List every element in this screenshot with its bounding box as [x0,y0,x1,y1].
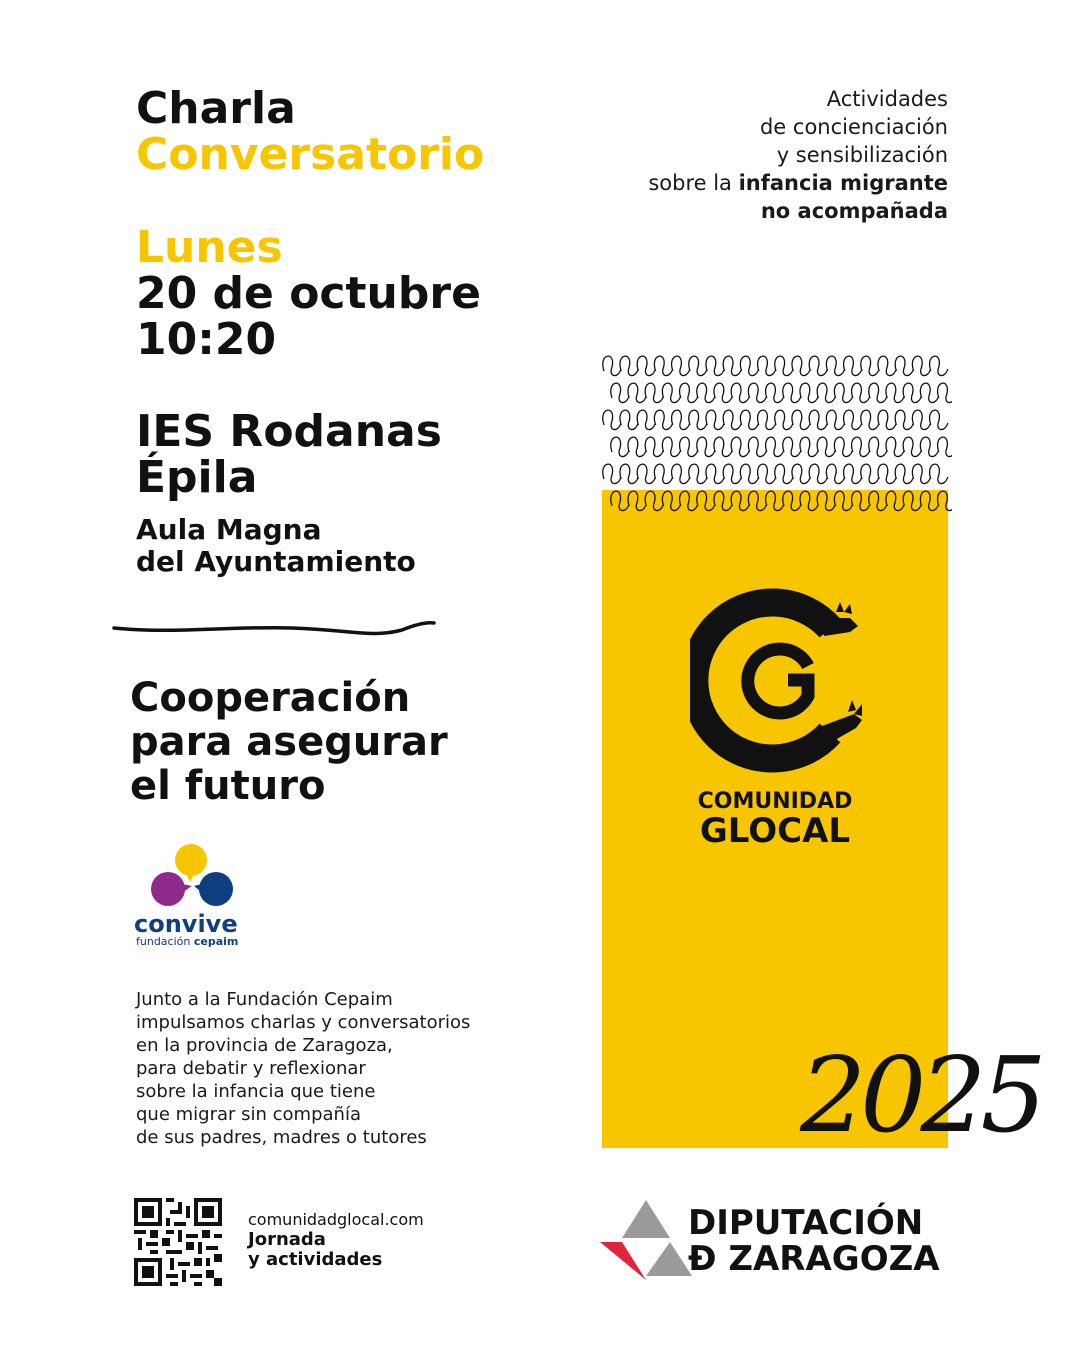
convive-subtitle [136,936,238,948]
event-date: 20 de octubre [136,268,481,319]
convive-sub-prefix: fundación [136,935,191,948]
qr-code-icon[interactable] [134,1198,222,1286]
glocal-logo-mark [690,588,870,773]
jornada-link-line1[interactable]: Jornada [248,1229,326,1250]
description-line: Junto a la Fundación Cepaim [136,989,393,1010]
tagline [528,85,948,225]
tagline-line4-bold: infancia migrante [738,171,948,195]
dpz-wordmark [688,1205,940,1277]
description-line: impulsamos charlas y conversatorios [136,1012,471,1033]
website-link[interactable]: comunidadglocal.com [248,1210,424,1229]
description-line: en la provincia de Zaragoza, [136,1035,393,1056]
jornada-link-line2[interactable]: y actividades [248,1249,383,1270]
topic-line3: el futuro [130,763,326,809]
footer-links [248,1210,424,1270]
year-label: 2025 [800,1034,1041,1156]
tagline-line2: de concienciación [759,115,948,139]
description-line: que migrar sin compañía [136,1104,361,1125]
event-day: Lunes [136,222,283,273]
topic-line1: Cooperación [130,675,411,721]
venue-town: Épila [136,452,258,503]
tagline-line4 [528,169,948,197]
glocal-line2: GLOCAL [699,811,851,851]
convive-sub-bold: cepaim [193,935,239,948]
tagline-line5-bold: no acompañada [760,199,948,223]
speech-bubbles-icon [146,842,256,912]
hands-icon [818,602,862,744]
convive-logo [134,842,264,952]
venue-name: IES Rodanas [136,406,442,457]
room-line1: Aula Magna [136,513,322,546]
tagline-line4-prefix: sobre la [648,171,739,195]
tagline-line3: y sensibilización [776,143,948,167]
room-line2: del Ayuntamiento [136,545,416,578]
description-line: sobre la infancia que tiene [136,1081,376,1102]
title-charla: Charla [136,83,296,134]
scribble-pattern [598,345,952,535]
description-line: para debatir y reflexionar [136,1058,366,1079]
triangle-icon [600,1198,692,1288]
tagline-line5 [528,197,948,225]
description [136,988,556,1149]
title-conversatorio: Conversatorio [136,129,485,180]
description-line: de sus padres, madres o tutores [136,1127,427,1148]
convive-wordmark: convive [134,910,238,938]
dpz-line1: DIPUTACIÓN [688,1203,924,1243]
dpz-line2: Ð ZARAGOZA [688,1239,940,1279]
wavy-divider [112,614,438,644]
topic-line2: para asegurar [130,719,448,765]
event-time: 10:20 [136,314,277,365]
tagline-line1: Actividades [826,87,948,111]
glocal-line1: COMUNIDAD [697,789,853,814]
